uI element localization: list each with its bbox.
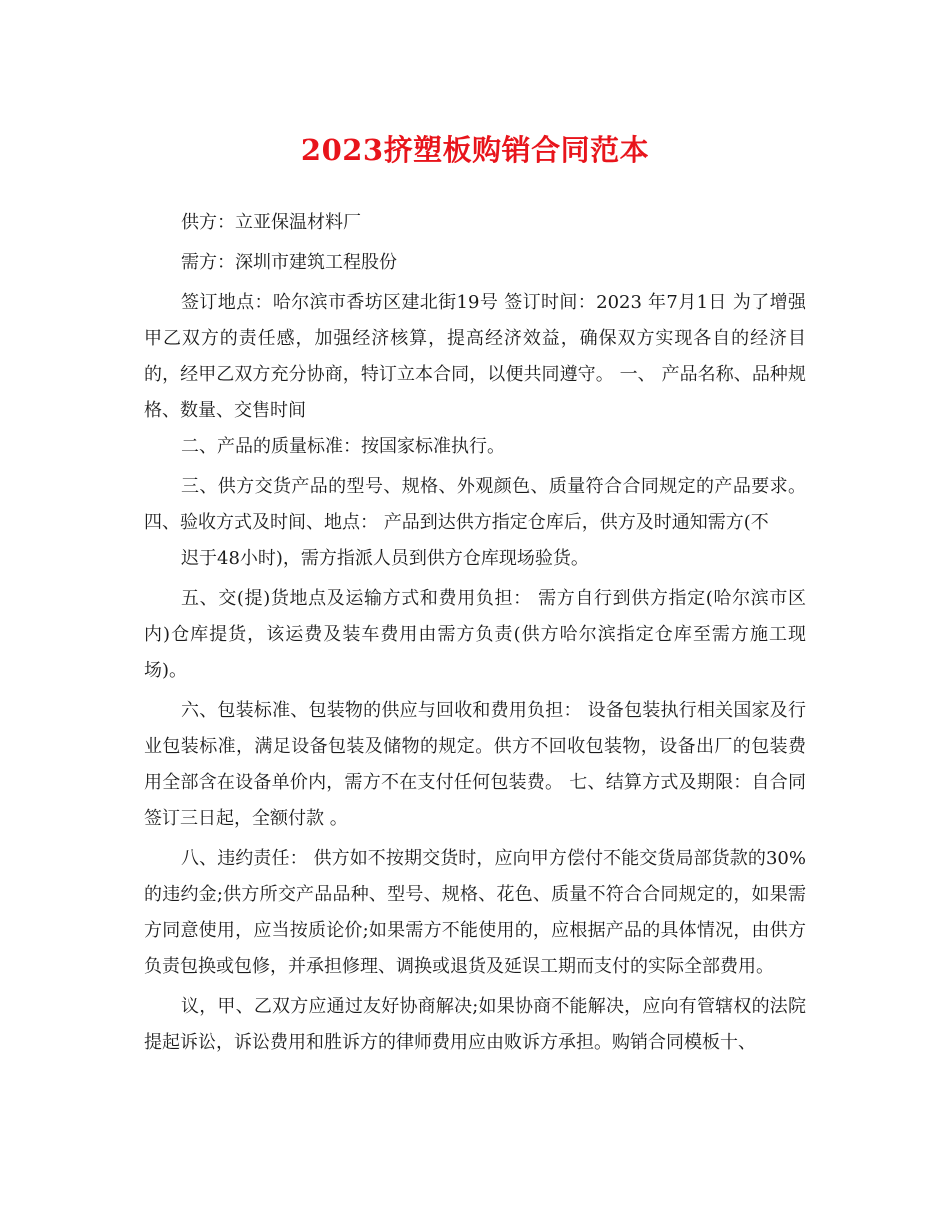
document-body	[144, 205, 806, 1065]
document-title: 2023挤塑板购销合同范本	[300, 133, 650, 167]
delivery-spec-paragraph: 三、供方交货产品的型号、规格、外观颜色、质量符合合同规定的产品要求。 四、验收方式及时间、地点： 产品到达供方指定仓库后，供方及时通知需方(不	[144, 476, 806, 533]
quality-standard-paragraph: 二、产品的质量标准：按国家标准执行。	[181, 436, 505, 457]
supplier-line: 供方：立亚保温材料厂	[181, 212, 361, 233]
liability-paragraph: 八、违约责任： 供方如不按期交货时，应向甲方偿付不能交货局部货款的30%的违约金;供方所交产品品种、型号、规格、花色、质量不符合合同规定的，如果需方同意使用，应当按质论价;如果需方不能使用的，应根据产品的具体情况，由供方负责包换或包修，并承担修理、调换或退货及延误工期而支付的实际全部费用。	[144, 848, 806, 977]
buyer-line: 需方：深圳市建筑工程股份	[181, 252, 397, 273]
inspection-continuation: 迟于48小时)，需方指派人员到供方仓库现场验货。	[181, 548, 589, 569]
dispute-paragraph: 议，甲、乙双方应通过友好协商解决;如果协商不能解决，应向有管辖权的法院提起诉讼，诉讼费用和胜诉方的律师费用应由败诉方承担。购销合同模板十、	[144, 996, 806, 1053]
signing-paragraph: 签订地点：哈尔滨市香坊区建北街19号 签订时间：2023 年7月1日 为了增强甲乙双方的责任感，加强经济核算，提高经济效益，确保双方实现各自的经济目的，经甲乙双方充分协商，特订立本合同，以便共同遵守。 一、 产品名称、品种规格、数量、交售时间	[144, 292, 806, 421]
transport-paragraph: 五、交(提)货地点及运输方式和费用负担： 需方自行到供方指定(哈尔滨市区内)仓库提货，该运费及装车费用由需方负责(供方哈尔滨指定仓库至需方施工现场)。	[144, 588, 806, 681]
packaging-paragraph: 六、包装标准、包装物的供应与回收和费用负担： 设备包装执行相关国家及行业包装标准，满足设备包装及储物的规定。供方不回收包装物，设备出厂的包装费用全部含在设备单价内，需方不在支付任何包装费。 七、结算方式及期限：自合同签订三日起，全额付款 。	[144, 700, 806, 829]
